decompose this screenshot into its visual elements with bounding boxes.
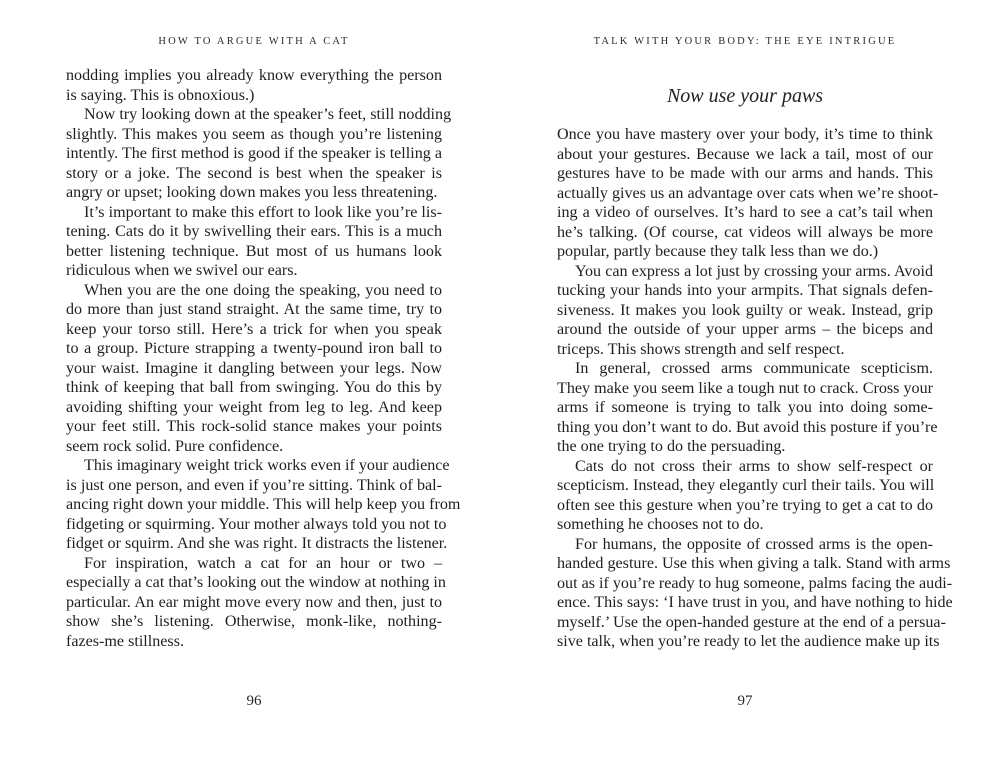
text-line: tening. Cats do it by swivelling their ears. This is a much (66, 223, 442, 240)
text-line: around the outside of your upper arms – the biceps and (557, 321, 933, 338)
text-line: Now try looking down at the speaker’s feet, still nodding (84, 106, 452, 123)
text-line: fazes-me stillness. (66, 632, 184, 650)
text-line: They make you seem like a tough nut to crack. Cross your (557, 379, 933, 397)
text-line: story or a joke. The second is best when the speaker is (66, 164, 442, 182)
paragraph (66, 281, 442, 457)
text-line: arms if someone is trying to talk you into doing some- (557, 399, 933, 416)
right-body-text (557, 125, 953, 652)
text-line: about your gestures. Because we lack a tail, most of our (557, 145, 933, 163)
text-line: slightly. This makes you seem as though you’re listening (66, 125, 442, 143)
text-line: do more than just stand straight. At the same time, try to (66, 301, 442, 318)
text-line: avoiding shifting your weight from leg to leg. And keep (66, 398, 442, 416)
text-line: something he chooses not to do. (557, 516, 764, 533)
text-line: your feet still. This rock-solid stance makes your points (66, 418, 442, 435)
text-line: better listening technique. But most of us humans look (66, 242, 442, 260)
text-line: angry or upset; looking down makes you less threatening. (66, 184, 438, 201)
text-line: actually gives us an advantage over cats when we’re shoot- (557, 184, 939, 202)
paragraph (557, 125, 939, 262)
text-line: ence. This says: ‘I have trust in you, and have nothing to hide (557, 594, 953, 611)
text-line: triceps. This shows strength and self respect. (557, 340, 845, 358)
text-line: scepticism. Instead, they elegantly curl their tails. You will (557, 477, 935, 494)
text-line: This imaginary weight trick works even if your audience (84, 457, 450, 474)
paragraph (66, 105, 452, 203)
text-line: ing a video of ourselves. It’s hard to see a cat’s tail when (557, 204, 933, 221)
right-page (500, 0, 1000, 768)
text-line: It’s important to make this effort to look like you’re lis- (84, 203, 442, 221)
text-line: In general, crossed arms communicate scepticism. (575, 360, 933, 377)
text-line: fidgeting or squirming. Your mother always told you not to (66, 515, 447, 533)
page-number-left: 96 (246, 693, 262, 709)
text-line: siveness. It makes you look guilty or weak. Instead, grip (557, 301, 933, 319)
text-line: intently. The first method is good if the speaker is telling a (66, 145, 442, 162)
text-line: sive talk, when you’re ready to let the audience make up its (557, 633, 940, 650)
text-line: show she’s listening. Otherwise, monk-like, nothing- (66, 613, 442, 630)
text-line: You can express a lot just by crossing your arms. Avoid (575, 262, 933, 280)
text-line: handed gesture. Use this when giving a talk. Stand with arms (557, 555, 951, 572)
text-line: your waist. Imagine it dangling between your legs. Now (66, 359, 442, 377)
text-line: ridiculous when we swivel our ears. (66, 262, 298, 279)
text-line: myself.’ Use the open-handed gesture at the end of a persua- (557, 613, 946, 631)
paragraph (66, 203, 442, 281)
text-line: For humans, the opposite of crossed arms is the open- (575, 535, 933, 553)
text-line: Cats do not cross their arms to show self-respect or (575, 457, 933, 475)
paragraph (557, 457, 933, 535)
paragraph (66, 554, 446, 652)
paragraph (66, 456, 461, 554)
text-line: seem rock solid. Pure confidence. (66, 437, 284, 455)
text-line: is just one person, and even if you’re sitting. Think of bal- (66, 476, 442, 494)
running-head-right: TALK WITH YOUR BODY: THE EYE INTRIGUE (593, 36, 897, 47)
text-line: keep your torso still. Here’s a trick for when you speak (66, 320, 442, 338)
text-line: often see this gesture when you’re trying to get a cat to do (557, 496, 933, 514)
text-line: to a group. Picture strapping a twenty-pound iron ball to (66, 340, 442, 357)
text-line: thing you don’t want to do. But avoid this posture if you’re (557, 418, 938, 436)
text-line: Once you have mastery over your body, it’s time to think (557, 126, 933, 143)
text-line: is saying. This is obnoxious.) (66, 86, 255, 104)
text-line: think of keeping that ball from swinging. You do this by (66, 379, 442, 396)
text-line: out as if you’re ready to hug someone, palms facing the audi- (557, 574, 953, 592)
text-line: When you are the one doing the speaking, you need to (84, 281, 442, 299)
text-line: the one trying to do the persuading. (557, 438, 786, 455)
text-line: particular. An ear might move every now and then, just to (66, 593, 442, 611)
paragraph (557, 262, 933, 360)
running-head-left: HOW TO ARGUE WITH A CAT (158, 36, 350, 47)
section-heading: Now use your paws (666, 85, 824, 107)
text-line: fidget or squirm. And she was right. It distracts the listener. (66, 535, 448, 552)
paragraph (66, 66, 442, 105)
text-line: tucking your hands into your armpits. That signals defen- (557, 282, 933, 299)
text-line: popular, partly because they talk less than we do.) (557, 243, 879, 260)
text-line: ancing right down your middle. This will help keep you from (66, 496, 461, 513)
text-line: he’s talking. (Of course, cat videos will always be more (557, 223, 933, 241)
paragraph (557, 359, 938, 457)
page-number-right: 97 (737, 693, 753, 709)
left-body-text (66, 66, 461, 651)
text-line: For inspiration, watch a cat for an hour or two – (84, 554, 442, 572)
paragraph (557, 535, 953, 652)
text-line: gestures have to be made with our arms and hands. This (557, 165, 933, 182)
text-line: especially a cat that’s looking out the window at nothing in (66, 574, 446, 591)
text-line: nodding implies you already know everything the person (66, 67, 442, 84)
